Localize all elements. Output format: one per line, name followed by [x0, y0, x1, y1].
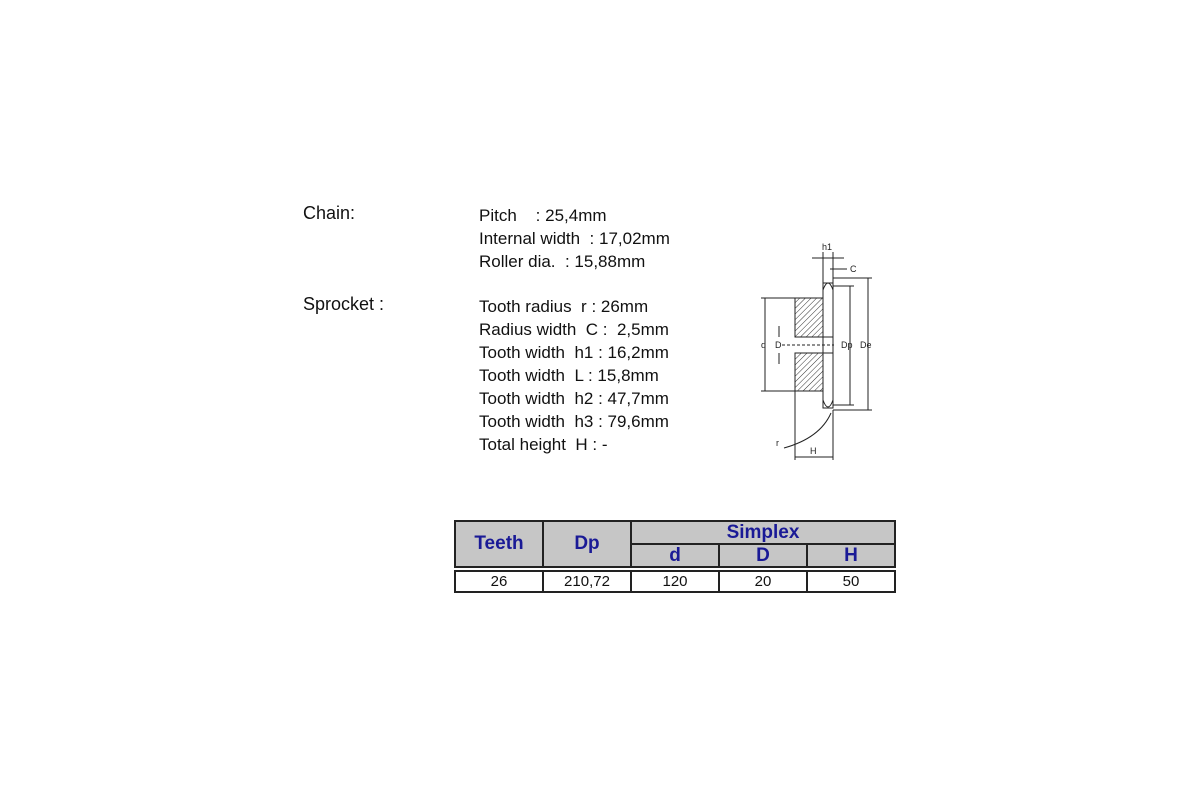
col-header-H: H: [807, 544, 895, 567]
cell-teeth: 26: [455, 571, 543, 592]
label-Dp: Dp: [841, 340, 853, 350]
tooth-radius-arc: [784, 413, 831, 448]
chain-spec-roller-dia: Roller dia. : 15,88mm: [479, 252, 646, 271]
sprocket-cross-section-drawing: [752, 238, 882, 463]
label-De: De: [860, 340, 872, 350]
sprocket-spec-tooth-width-l: Tooth width L : 15,8mm: [479, 366, 659, 385]
label-h1: h1: [822, 242, 833, 252]
sprocket-spec-tooth-width-h1: Tooth width h1 : 16,2mm: [479, 343, 669, 362]
sprocket-spec-total-height: Total height H : -: [479, 435, 608, 454]
sprocket-heading: Sprocket :: [303, 294, 385, 314]
cell-d: 120: [631, 571, 719, 592]
sprocket-spec-tooth-width-h2: Tooth width h2 : 47,7mm: [479, 389, 669, 408]
label-c: C: [850, 264, 857, 274]
label-d: d: [761, 340, 767, 350]
col-group-header-simplex: Simplex: [631, 521, 895, 544]
col-header-teeth: Teeth: [455, 521, 543, 567]
cell-D: 20: [719, 571, 807, 592]
col-header-D: D: [719, 544, 807, 567]
chain-spec-pitch: Pitch : 25,4mm: [479, 206, 607, 225]
cell-H: 50: [807, 571, 895, 592]
sprocket-spec-radius-width: Radius width C : 2,5mm: [479, 320, 669, 339]
chain-spec-internal-width: Internal width : 17,02mm: [479, 229, 670, 248]
sprocket-spec-tooth-radius: Tooth radius r : 26mm: [479, 297, 649, 316]
dimensions-table: [454, 520, 896, 593]
chain-heading: Chain:: [303, 203, 356, 223]
cell-dp: 210,72: [543, 571, 631, 592]
col-header-d: d: [631, 544, 719, 567]
sprocket-spec-tooth-width-h3: Tooth width h3 : 79,6mm: [479, 412, 669, 431]
label-D: D: [775, 340, 782, 350]
table-row: [455, 571, 895, 592]
chain-spec-list: [479, 204, 670, 273]
label-r: r: [776, 438, 779, 448]
col-header-dp: Dp: [543, 521, 631, 567]
label-H: H: [810, 446, 817, 456]
sprocket-spec-list: [479, 295, 669, 456]
